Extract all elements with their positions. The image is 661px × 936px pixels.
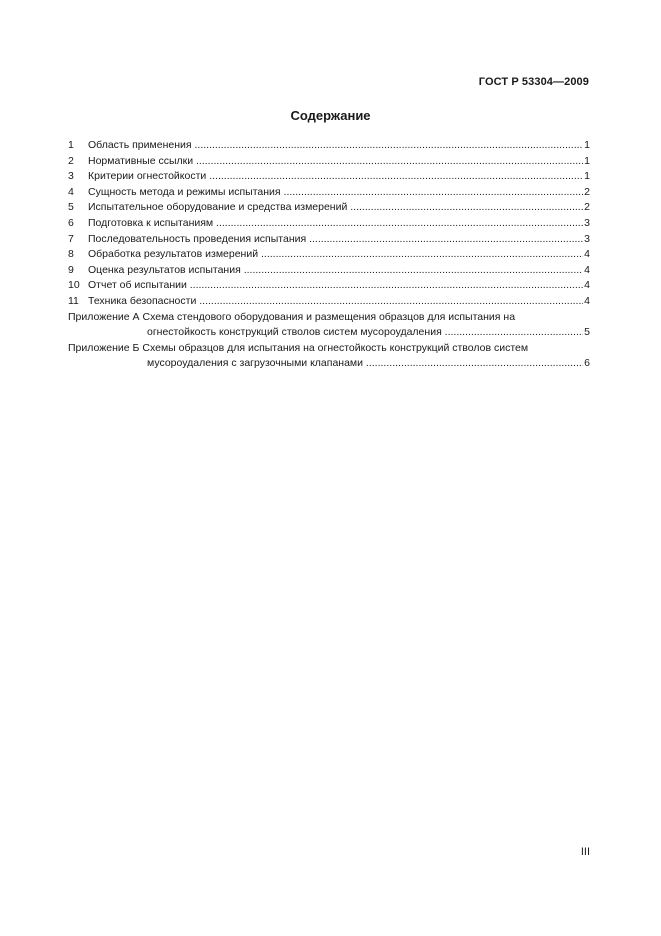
toc-entry-page: 3 <box>584 216 590 229</box>
toc-entry-number: 1 <box>68 139 74 151</box>
toc-entry-page: 4 <box>584 279 590 292</box>
toc-entry-page: 3 <box>584 232 590 245</box>
toc-entry-title: Последовательность проведения испытания ..... <box>88 232 583 248</box>
toc-entry-number: 4 <box>68 185 74 198</box>
toc-entry-page: 1 <box>584 154 590 167</box>
toc-entry-number: 7 <box>68 232 74 245</box>
toc-entry-number: 5 <box>68 201 74 214</box>
toc-entry-number: 10 <box>68 279 80 292</box>
toc-entry-page: 1 <box>584 170 590 183</box>
appendix-title-line2: мусороудаления с загрузочными клапанами ..... <box>147 356 583 372</box>
toc-entry[interactable] <box>68 263 590 279</box>
toc-entry[interactable] <box>68 200 590 216</box>
toc-entry-number: 9 <box>68 263 74 276</box>
toc-entry-title: Техника безопасности ..... <box>88 294 583 310</box>
toc-entry[interactable] <box>68 278 590 294</box>
toc-entry-page: 2 <box>584 185 590 198</box>
toc-entry-number: 6 <box>68 216 74 229</box>
toc-entry[interactable] <box>68 185 590 201</box>
appendix-page: 5 <box>584 326 590 339</box>
toc-entry-title: Обработка результатов измерений ..... <box>88 247 583 263</box>
toc-entry-number: 2 <box>68 154 74 167</box>
toc-entry[interactable] <box>68 138 590 154</box>
toc-entry[interactable] <box>68 216 590 232</box>
toc-entry-title: Испытательное оборудование и средства измерений ..... <box>88 200 583 216</box>
toc-entry-title: Сущность метода и режимы испытания ..... <box>88 185 583 201</box>
toc-appendix-a[interactable] <box>68 310 590 341</box>
toc-entry-page: 4 <box>584 263 590 276</box>
appendix-title-line2: огнестойкость конструкций стволов систем мусороудаления ..... <box>147 325 583 341</box>
standard-code: ГОСТ Р 53304—2009 <box>478 76 589 88</box>
page-number: III <box>580 846 590 858</box>
toc-entry-title: Критерии огнестойкости ..... <box>88 169 583 185</box>
toc-entry[interactable] <box>68 169 590 185</box>
toc-entry-page: 4 <box>584 248 590 261</box>
toc-entry-page: 1 <box>584 139 590 151</box>
toc-entry[interactable] <box>68 154 590 170</box>
table-of-contents <box>68 138 590 372</box>
toc-entry-number: 8 <box>68 248 74 261</box>
toc-entry[interactable] <box>68 232 590 248</box>
appendix-label: Приложение А <box>68 310 140 323</box>
toc-entry-title: Отчет об испытании ..... <box>88 278 583 294</box>
toc-entry-title: Оценка результатов испытания ..... <box>88 263 583 279</box>
appendix-title-line1: Схемы образцов для испытания на огнестойкость конструкций стволов систем <box>142 341 529 354</box>
appendix-page: 6 <box>584 357 590 370</box>
toc-title: Содержание <box>290 108 371 123</box>
appendix-label: Приложение Б <box>68 341 140 354</box>
toc-appendix-b[interactable] <box>68 341 590 372</box>
toc-entry-number: 11 <box>68 294 79 307</box>
toc-entry-page: 4 <box>584 294 590 307</box>
toc-entry-number: 3 <box>68 170 74 183</box>
toc-entry-page: 2 <box>584 201 590 214</box>
toc-entry-title: Нормативные ссылки ..... <box>88 154 583 170</box>
appendix-title-line1: Схема стендового оборудования и размещения образцов для испытания на <box>142 310 516 323</box>
toc-entry-title: Область применения ..... <box>88 138 583 154</box>
toc-entry-title: Подготовка к испытаниям ..... <box>88 216 583 232</box>
toc-entry[interactable] <box>68 294 590 310</box>
toc-entry[interactable] <box>68 247 590 263</box>
